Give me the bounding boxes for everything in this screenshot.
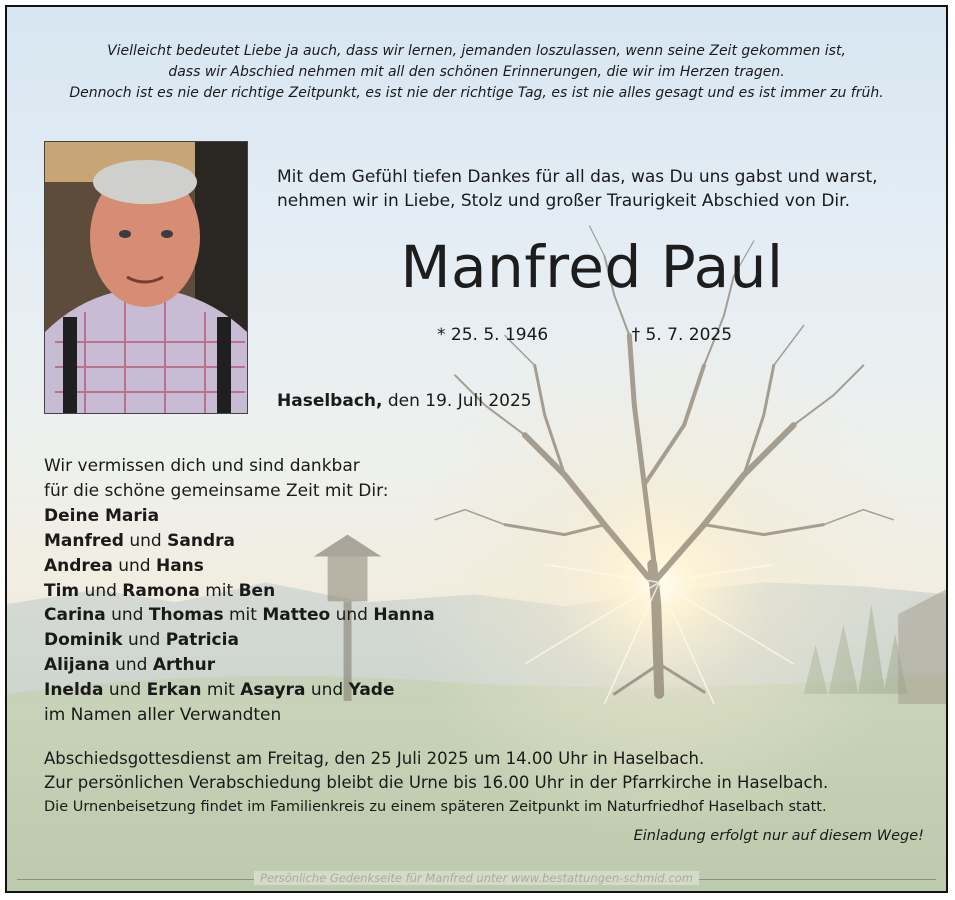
family-name: Patricia xyxy=(165,630,239,651)
family-text: und xyxy=(109,655,153,676)
family-line xyxy=(44,504,435,529)
footer xyxy=(17,869,936,889)
family-line xyxy=(44,703,435,728)
footer-text-wrap xyxy=(17,871,936,885)
family-name: Carina xyxy=(44,605,106,626)
footer-text: Persönliche Gedenkseite für Manfred unter www.bestattungen-schmid.com xyxy=(254,871,699,885)
family-text: und xyxy=(79,580,123,601)
family-name: Arthur xyxy=(152,655,216,676)
obituary-card xyxy=(5,5,948,893)
thanks-line: Mit dem Gefühl tiefen Dankes für all das, was Du uns gabst und warst, xyxy=(277,167,878,187)
family-text: und xyxy=(330,605,374,626)
family-line xyxy=(44,554,435,579)
family-line xyxy=(44,479,435,504)
family-name: Alijana xyxy=(44,655,110,676)
family-line xyxy=(44,628,435,653)
family-name: Sandra xyxy=(167,530,235,551)
service-line: Zur persönlichen Verabschiedung bleibt die Urne bis 16.00 Uhr in der Pfarrkirche in Haselbach. xyxy=(44,773,829,792)
family-text: und xyxy=(105,605,149,626)
place-town: Haselbach, xyxy=(277,391,383,411)
family-name: Andrea xyxy=(44,555,113,576)
thanks-line: nehmen wir in Liebe, Stolz und großer Traurigkeit Abschied von Dir. xyxy=(277,191,850,211)
family-text: im Namen aller Verwandten xyxy=(44,705,282,726)
family-text: und xyxy=(305,680,349,701)
death-date: † 5. 7. 2025 xyxy=(631,325,733,345)
thanks-text xyxy=(277,165,878,213)
family-name: Erkan xyxy=(146,680,202,701)
family-name: Hans xyxy=(155,555,204,576)
family-name: Tim xyxy=(44,580,80,601)
family-text: und xyxy=(123,530,168,551)
birth-date: * 25. 5. 1946 xyxy=(437,325,549,345)
family-line xyxy=(44,529,435,554)
family-name: Ben xyxy=(238,580,276,601)
family-text: mit xyxy=(223,605,263,626)
family-name: Deine Maria xyxy=(44,505,160,526)
family-name: Matteo xyxy=(262,605,331,626)
family-name: Asayra xyxy=(240,680,306,701)
family-name: Yade xyxy=(348,680,395,701)
family-line xyxy=(44,454,435,479)
family-text: und xyxy=(103,680,147,701)
place-date-text: den 19. Juli 2025 xyxy=(382,391,532,411)
family-line xyxy=(44,579,435,604)
quote-line: Vielleicht bedeutet Liebe ja auch, dass wir lernen, jemanden loszulassen, wenn seine Zeit gekommen ist, xyxy=(107,43,846,59)
family-name: Inelda xyxy=(44,680,104,701)
family-text: und xyxy=(112,555,156,576)
family-text: für die schöne gemeinsame Zeit mit Dir: xyxy=(44,480,389,501)
service-line: Die Urnenbeisetzung findet im Familienkreis zu einem späteren Zeitpunkt im Naturfriedhof Haselbach statt. xyxy=(44,799,827,815)
family-line xyxy=(44,603,435,628)
portrait-photo xyxy=(44,141,248,414)
family-line xyxy=(44,678,435,703)
life-dates xyxy=(437,325,732,345)
service-line: Abschiedsgottesdienst am Freitag, den 25 Juli 2025 um 14.00 Uhr in Haselbach. xyxy=(44,749,705,768)
family-name: Dominik xyxy=(44,630,123,651)
family-name: Hanna xyxy=(373,605,435,626)
quote-line: Dennoch ist es nie der richtige Zeitpunkt, es ist nie der richtige Tag, es ist nie alles gesagt und es ist immer zu früh. xyxy=(69,85,884,101)
family-text: Wir vermissen dich und sind dankbar xyxy=(44,456,360,476)
family-name: Manfred xyxy=(44,530,124,551)
family-text: mit xyxy=(199,580,239,601)
service-info xyxy=(44,747,828,819)
place-date xyxy=(277,391,532,411)
family-name: Ramona xyxy=(122,580,200,601)
invitation-note: Einladung erfolgt nur auf diesem Wege! xyxy=(633,828,924,844)
family-line xyxy=(44,653,435,678)
quote xyxy=(7,41,946,104)
family-name: Thomas xyxy=(148,605,224,626)
family-text: und xyxy=(122,630,166,651)
family-list xyxy=(44,454,435,728)
family-text: mit xyxy=(201,680,241,701)
deceased-name: Manfred Paul xyxy=(400,233,784,301)
quote-line: dass wir Abschied nehmen mit all den schönen Erinnerungen, die wir im Herzen tragen. xyxy=(168,64,785,80)
